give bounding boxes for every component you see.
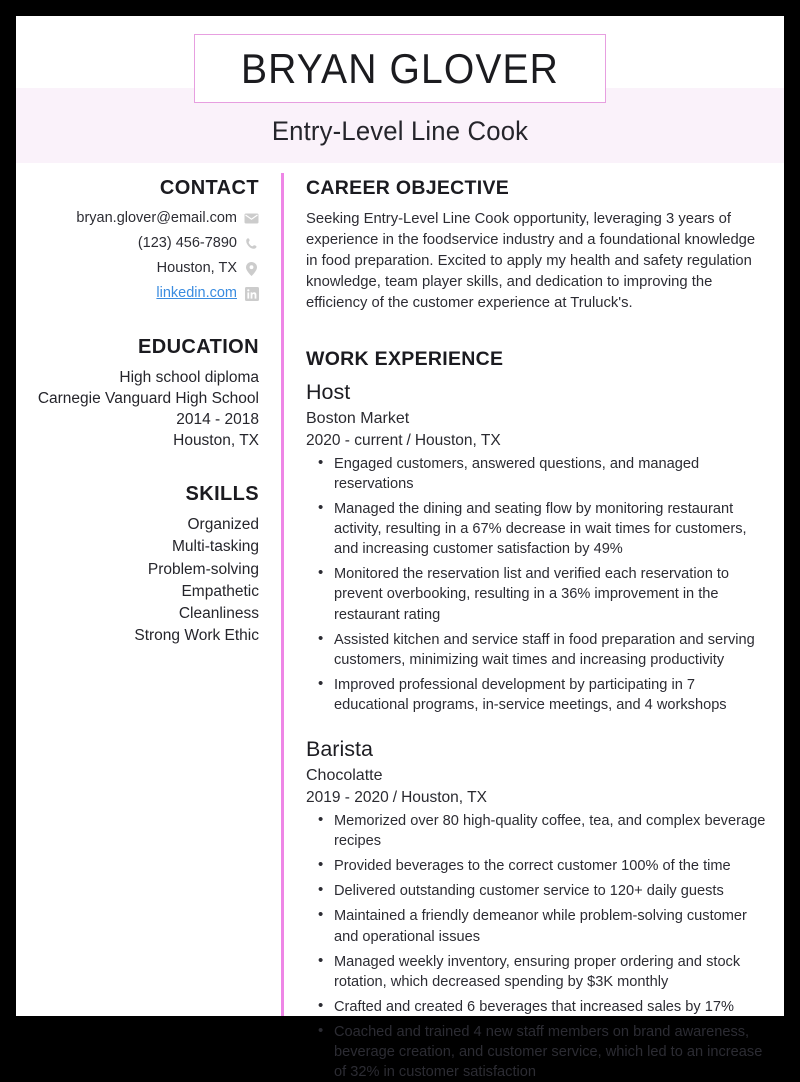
list-item: Organized xyxy=(187,516,259,534)
job-location: Houston, TX xyxy=(401,788,487,806)
resume-page xyxy=(16,16,784,1081)
column-divider xyxy=(281,173,284,1016)
list-item: Strong Work Ethic xyxy=(134,626,259,644)
experience-entry xyxy=(306,737,766,1082)
list-item: • Crafted and created 6 beverages that increased sales by 17% xyxy=(332,997,766,1017)
linkedin-icon[interactable] xyxy=(244,286,259,301)
job-meta xyxy=(306,431,766,451)
list-item: • Managed weekly inventory, ensuring proper ordering and stock rotation, which decreased spending by $3K monthly xyxy=(332,952,766,992)
linkedin-anchor[interactable]: linkedin.com xyxy=(156,285,237,302)
list-item: • Managed the dining and seating flow by monitoring restaurant activity, resulting in a 67% decrease in wait times for customers, and increasing customer satisfaction by 49% xyxy=(332,499,766,559)
education-degree: High school diploma xyxy=(119,369,259,387)
name-box xyxy=(194,34,606,103)
envelope-icon xyxy=(244,211,259,226)
job-meta-separator: / xyxy=(406,431,411,449)
education-dates: 2014 - 2018 xyxy=(176,411,259,429)
education-location: Houston, TX xyxy=(173,432,259,450)
phone-icon xyxy=(244,236,259,251)
list-item: Cleanliness xyxy=(178,604,259,622)
education-entry xyxy=(26,367,259,451)
contact-location-text: Houston, TX xyxy=(156,260,237,277)
contact-item-linkedin[interactable] xyxy=(26,283,259,304)
job-meta-separator: / xyxy=(392,788,398,806)
job-bullets xyxy=(306,811,766,1082)
list-item: Multi-tasking xyxy=(172,538,259,556)
skills-heading: SKILLS xyxy=(185,483,259,506)
main-content xyxy=(281,177,784,1081)
list-item: • Assisted kitchen and service staff in food preparation and serving customers, minimizing wait times and increasing productivity xyxy=(332,630,766,670)
list-item: Problem-solving xyxy=(147,560,259,578)
career-objective-text: Seeking Entry-Level Line Cook opportunity, leveraging 3 years of experience in the foodservice industry and a foundational knowledge in food preparation. Excited to apply my health and safety regulation knowledge, team player skills, and dedication to improving the efficiency of the customer experience at Truluck's. xyxy=(306,211,756,311)
list-item: • Maintained a friendly demeanor while problem-solving customer and operational issues xyxy=(332,906,766,946)
contact-email-text: bryan.glover@email.com xyxy=(76,210,237,226)
candidate-name: BRYAN GLOVER xyxy=(240,44,560,92)
resume-header xyxy=(16,16,784,163)
job-bullets xyxy=(306,454,766,716)
career-objective-heading: CAREER OBJECTIVE xyxy=(306,177,510,199)
work-experience-heading: WORK EXPERIENCE xyxy=(306,348,504,370)
contact-linkedin-link[interactable] xyxy=(156,283,237,304)
education-school: Carnegie Vanguard High School xyxy=(37,390,259,408)
list-item: • Monitored the reservation list and verified each reservation to prevent overbooking, resulting in a 36% improvement in the restaurant rating xyxy=(332,564,766,624)
job-location: Houston, TX xyxy=(414,431,501,449)
job-dates: 2019 - 2020 xyxy=(306,788,389,806)
job-company: Chocolatte xyxy=(306,767,383,785)
list-item: Empathetic xyxy=(181,582,259,600)
list-item: • Engaged customers, answered questions, and managed reservations xyxy=(332,454,766,494)
job-dates: 2020 - current xyxy=(306,431,403,449)
job-role: Barista xyxy=(306,737,373,762)
contact-item-location xyxy=(26,258,259,279)
education-heading: EDUCATION xyxy=(137,336,259,359)
location-pin-icon xyxy=(244,261,259,276)
sidebar xyxy=(16,177,281,1016)
contact-heading: CONTACT xyxy=(159,177,259,199)
contact-item-phone xyxy=(26,233,259,254)
resume-body xyxy=(16,163,784,1081)
experience-entry xyxy=(306,380,766,715)
contact-phone-text: (123) 456-7890 xyxy=(137,235,237,252)
job-company: Boston Market xyxy=(306,409,410,427)
job-role: Host xyxy=(306,380,351,404)
job-meta xyxy=(306,788,766,808)
skills-list xyxy=(26,514,259,645)
list-item: • Provided beverages to the correct customer 100% of the time xyxy=(332,856,766,876)
list-item: • Memorized over 80 high-quality coffee, tea, and complex beverage recipes xyxy=(332,811,766,851)
list-item: • Improved professional development by participating in 7 educational programs, in-service meetings, and 4 workshops xyxy=(332,675,766,715)
list-item: • Coached and trained 4 new staff members on brand awareness, beverage creation, and customer service, which led to an increase of 32% in customer satisfaction xyxy=(332,1022,766,1082)
list-item: • Delivered outstanding customer service to 120+ daily guests xyxy=(332,881,766,901)
candidate-job-title: Entry-Level Line Cook xyxy=(271,116,529,146)
contact-item-email xyxy=(26,208,259,229)
